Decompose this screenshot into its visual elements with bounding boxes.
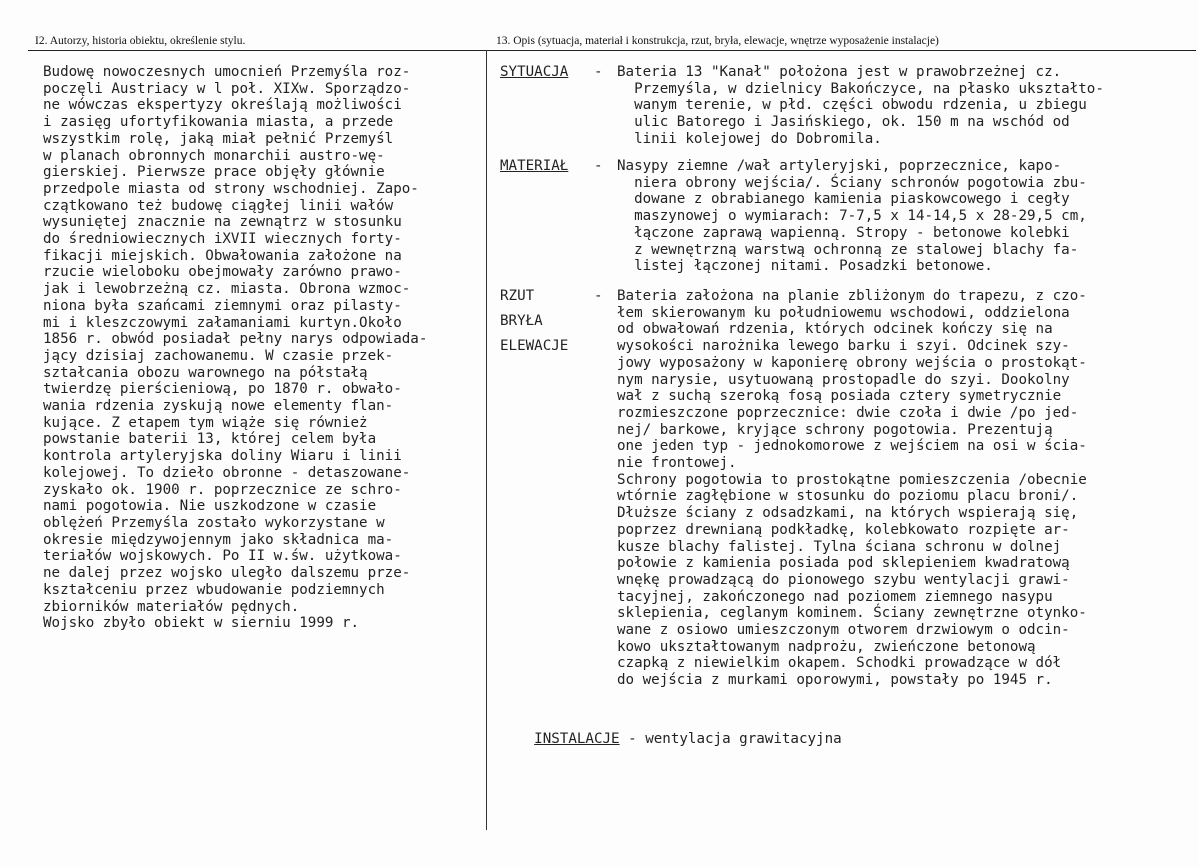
text-line: wania rdzenia zyskują nowe elementy flan-	[43, 398, 394, 415]
label-bryla: BRYŁA	[500, 313, 543, 329]
text-line: kolejowej. To dzieło obronne - detaszowane-	[43, 464, 411, 481]
text-line: jący dzisiaj zachowanemu. W czasie przek-	[43, 347, 394, 364]
text-line: niona była szańcami ziemnymi oraz pilasty-	[43, 297, 402, 314]
instalacje-line	[500, 714, 842, 764]
text-line: wanym terenie, w płd. części obwodu rdzenia, u zbiegu	[617, 97, 1087, 114]
text-line: nie frontowej.	[617, 455, 737, 472]
dash-rzut: -	[594, 288, 603, 304]
text-line: mi i kleszczowymi załamaniami kurtyn.Około	[43, 314, 402, 331]
text-line: niera obrony wejścia/. Ściany schronów pogotowia zbu-	[617, 174, 1087, 191]
text-line: Bateria 13 "Kanał" położona jest w prawobrzeżnej cz.	[617, 64, 1062, 80]
text-line: Budowę nowoczesnych umocnień Przemyśla roz-	[43, 64, 411, 80]
text-line: wał z suchą szeroką fosą posiada cztery symetrycznie	[617, 388, 1062, 405]
text-line: ulic Batorego i Jasińskiego, ok. 150 m na wschód od	[617, 114, 1070, 131]
text-line: do wejścia z murkami oporowymi, powstały po 1945 r.	[617, 672, 1053, 689]
text-line: kujące. Z etapem tym wiąże się również	[43, 414, 368, 431]
text-line: teriałów wojskowych. Po II w.św. użytkowa-	[43, 548, 402, 565]
text-line: linii kolejowej do Dobromila.	[617, 130, 882, 147]
text-line: sklepienia, ceglanym kominem. Ściany zewnętrzne otynko-	[617, 605, 1087, 622]
text-line: dowane z obrabianego kamienia piaskowcowego i cegły	[617, 191, 1070, 208]
text-line: i zasięg ufortyfikowania miasta, a przede	[43, 114, 394, 131]
instalacje-text: - wentylacja grawitacyjna	[619, 730, 842, 747]
text-line: ne dalej przez wojsko uległo dalszemu prze-	[43, 565, 411, 582]
text-line: nej/ barkowe, kryjące schrony pogotowia. Prezentują	[617, 421, 1053, 438]
label-rzut: RZUT	[500, 288, 535, 304]
text-line: poczęli Austriacy w l poł. XIXw. Sporządzo-	[43, 80, 411, 97]
text-line: wnękę prowadzącą do pionowego szybu wentylacji grawi-	[617, 571, 1070, 588]
section-13-heading: 13. Opis (sytuacja, materiał i konstrukcja, rzut, bryła, elewacje, wnętrze wyposażenie instalacje)	[496, 35, 939, 47]
text-line: rozmieszczone poprzecznice: dwie czoła i dwie /po jed-	[617, 404, 1079, 421]
text-line: wtórnie zagłębione w stosunku do poziomu placu broni/.	[617, 488, 1079, 505]
section-12-heading: I2. Autorzy, historia obiektu, określenie stylu.	[35, 35, 246, 47]
text-line: wszystkim rolę, jaką miał pełnić Przemyśl	[43, 130, 394, 147]
text-line: kształceniu przez wbudowanie podziemnych	[43, 581, 385, 598]
text-line: one jeden typ - jednokomorowe z wejściem na osi w ścia-	[617, 438, 1087, 455]
text-line: tacyjnej, zakończonego nad poziomem ziemnego nasypu	[617, 588, 1053, 605]
text-line: gierskiej. Pierwsze prace objęły głównie	[43, 164, 385, 181]
text-line: jowy wyposażony w kaponierę obrony wejścia o prostokąt-	[617, 354, 1087, 371]
text-line: od obwałowań rdzenia, których odcinek kończy się na	[617, 321, 1053, 338]
text-line: łem skierowanym ku południowemu wschodowi, oddzielona	[617, 304, 1070, 321]
text-line: powstanie baterii 13, której celem była	[43, 431, 377, 448]
text-line: ształcania obozu warownego na półstałą	[43, 364, 368, 381]
text-line: nym narysie, usytuowaną prostopadle do szyi. Dookolny	[617, 371, 1070, 388]
text-line: czątkowano też budowę ciągłej linii wałów	[43, 197, 394, 214]
text-line: z wewnętrzną warstwą ochronną ze stalowej blachy fa-	[617, 241, 1079, 258]
text-line: Dłuższe ściany z odsadzkami, na których wspierają się,	[617, 505, 1079, 522]
text-line: wysuniętej znacznie na zewnątrz w stosunku	[43, 214, 402, 231]
text-line: rzucie wieloboku obejmowały zarówno prawo-	[43, 264, 402, 281]
sytuacja-text	[617, 64, 1192, 148]
text-line: zyskało ok. 1900 r. poprzecznice ze schro-	[43, 481, 402, 498]
text-line: Schrony pogotowia to prostokątne pomieszczenia /obecnie	[617, 471, 1087, 488]
text-line: w planach obronnych monarchii austro-wę-	[43, 147, 385, 164]
history-text	[43, 64, 483, 632]
dash-material: -	[594, 158, 603, 174]
text-line: Wojsko zbyło obiekt w sierniu 1999 r.	[43, 615, 360, 632]
label-instalacje: INSTALACJE	[534, 730, 620, 747]
text-line: kontrola artyleryjska doliny Wiaru i linii	[43, 448, 402, 465]
text-line: poprzez drewnianą podkładkę, kolebkowato rozpięte ar-	[617, 521, 1070, 538]
text-line: jak i lewobrzeżną cz. miasta. Obrona wzmoc-	[43, 281, 411, 298]
label-sytuacja: SYTUACJA	[500, 64, 569, 80]
text-line: czapką z niewielkim okapem. Schodki prowadzące w dół	[617, 655, 1062, 672]
text-line: Nasypy ziemne /wał artyleryjski, poprzecznice, kapo-	[617, 158, 1062, 174]
text-line: nami pogotowia. Nie uszkodzone w czasie	[43, 498, 377, 515]
text-line: wane z osiowo umieszczonym otworem drzwiowym o odcin-	[617, 622, 1070, 639]
text-line: łączone zaprawą wapienną. Stropy - betonowe kolebki	[617, 224, 1070, 241]
dash-sytuacja: -	[594, 64, 603, 80]
text-line: Bateria założona na planie zbliżonym do trapezu, z czo-	[617, 288, 1087, 304]
text-line: oblężeń Przemyśla zostało wykorzystane w	[43, 514, 385, 531]
text-line: zbiorników materiałów pędnych.	[43, 598, 300, 615]
text-line: 1856 r. obwód posiadał pełny narys odpowiada-	[43, 331, 428, 348]
text-line: przedpole miasta od strony wschodniej. Zapo-	[43, 180, 419, 197]
text-line: okresie międzywojennym jako składnica ma-	[43, 531, 394, 548]
text-line: twierdzę pierścieniową, po 1870 r. obwało-	[43, 381, 402, 398]
column-divider	[486, 50, 487, 830]
text-line: połowie z kamienia posiada pod sklepieniem kwadratową	[617, 555, 1070, 572]
text-line: kowo ukształtowanym nadprożu, zwieńczone betonową	[617, 638, 1036, 655]
text-line: wysokości narożnika lewego barku i szyi. Odcinek szy-	[617, 338, 1070, 355]
text-line: Przemyśla, w dzielnicy Bakończyce, na płasko ukształto-	[617, 80, 1104, 97]
text-line: kusze blachy falistej. Tylna ściana schronu w dolnej	[617, 538, 1062, 555]
label-elewacje: ELEWACJE	[500, 338, 569, 354]
text-line: maszynowej o wymiarach: 7-7,5 x 14-14,5 x 28-29,5 cm,	[617, 208, 1087, 225]
rzut-text	[617, 288, 1192, 689]
label-material: MATERIAŁ	[500, 158, 569, 174]
text-line: ne wówczas ekspertyzy określają możliwości	[43, 97, 402, 114]
text-line: listej łączonej nitami. Posadzki betonowe.	[617, 258, 993, 275]
text-line: do średniowiecznych iXVII wiecznych forty-	[43, 231, 402, 248]
material-text	[617, 158, 1192, 275]
top-rule	[28, 50, 1196, 51]
text-line: fikacji miejskich. Obwałowania założone na	[43, 247, 402, 264]
